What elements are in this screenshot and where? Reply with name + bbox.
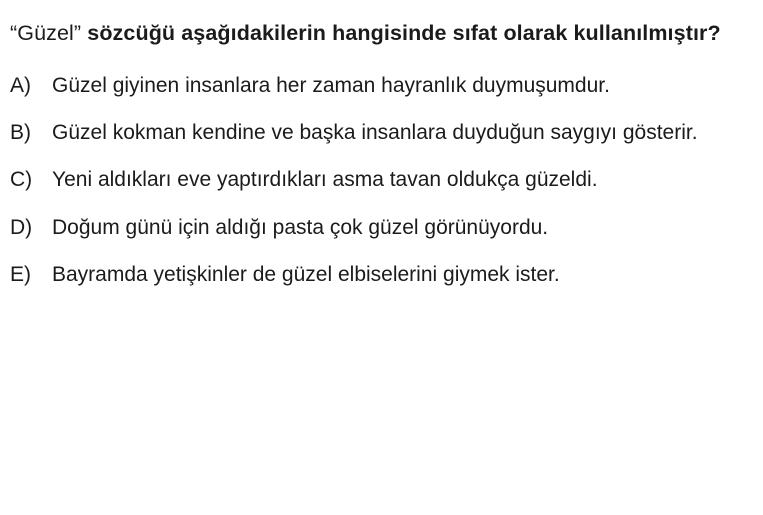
- option-letter: D): [10, 215, 33, 239]
- list-item[interactable]: [10, 118, 741, 148]
- list-item[interactable]: [10, 260, 741, 290]
- list-item[interactable]: [10, 71, 741, 101]
- option-letter: B): [10, 120, 31, 144]
- option-letter: C): [10, 168, 33, 192]
- question-quoted-word: “Güzel”: [10, 21, 82, 45]
- option-letter: A): [10, 73, 31, 97]
- option-text: Güzel kokman kendine ve başka insanlara duyduğun saygıyı gösterir.: [52, 120, 698, 144]
- list-item[interactable]: [10, 165, 741, 195]
- option-text: Yeni aldıkları eve yaptırdıkları asma tavan oldukça güzeldi.: [52, 168, 598, 192]
- answer-options-list: [10, 71, 741, 291]
- list-item[interactable]: [10, 213, 741, 243]
- option-text: Doğum günü için aldığı pasta çok güzel görünüyordu.: [52, 215, 549, 239]
- option-letter: E): [10, 263, 31, 287]
- option-text: Güzel giyinen insanlara her zaman hayranlık duymuşumdur.: [52, 73, 610, 97]
- question-stem: [10, 18, 741, 49]
- question-bold-text: sözcüğü aşağıdakilerin hangisinde sıfat olarak kullanılmıştır?: [87, 21, 721, 45]
- option-text: Bayramda yetişkinler de güzel elbiselerini giymek ister.: [52, 263, 560, 287]
